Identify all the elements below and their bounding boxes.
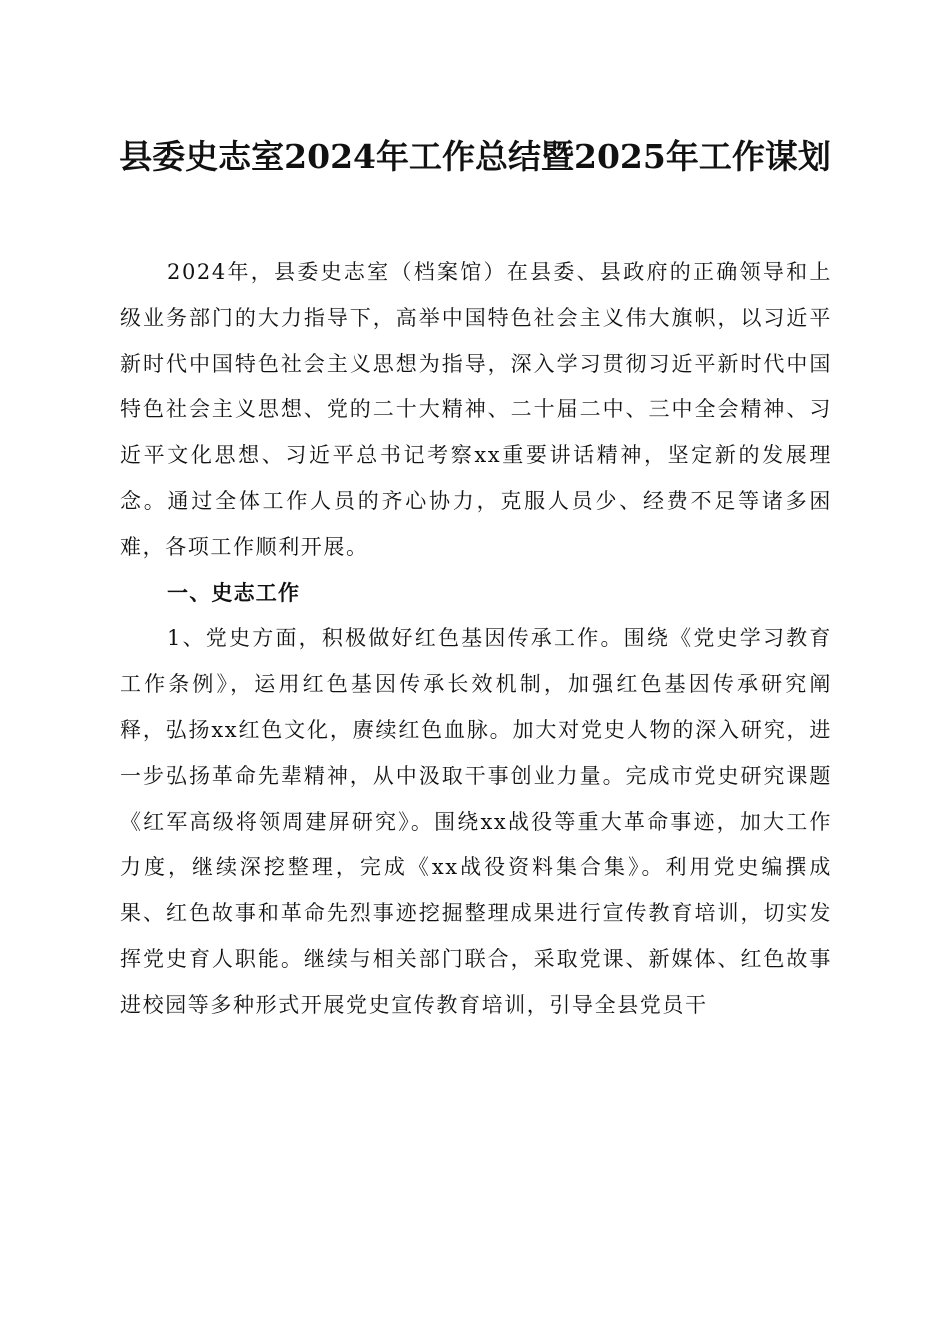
intro-paragraph: 2024年，县委史志室（档案馆）在县委、县政府的正确领导和上级业务部门的大力指导下，高举中国特色社会主义伟大旗帜，以习近平新时代中国特色社会主义思想为指导，深入学习贯彻习近平新时代中国特色社会主义思想、党的二十大精神、二十届二中、三中全会精神、习近平文化思想、习近平总书记考察xx重要讲话精神，坚定新的发展理念。通过全体工作人员的齐心协力，克服人员少、经费不足等诸多困难，各项工作顺利开展。: [120, 260, 832, 559]
party-history-paragraph: 1、党史方面，积极做好红色基因传承工作。围绕《党史学习教育工作条例》，运用红色基因传承长效机制，加强红色基因传承研究阐释，弘扬xx红色文化，赓续红色血脉。加大对党史人物的深入研究，进一步弘扬革命先辈精神，从中汲取干事创业力量。完成市党史研究课题《红军高级将领周建屏研究》。围绕xx战役等重大革命事迹，加大工作力度，继续深挖整理，完成《xx战役资料集合集》。利用党史编撰成果、红色故事和革命先烈事迹挖掘整理成果进行宣传教育培训，切实发挥党史育人职能。继续与相关部门联合，采取党课、新媒体、红色故事进校园等多种形式开展党史宣传教育培训，引导全县党员干: [120, 626, 832, 1017]
section-heading-history-work: 一、史志工作: [167, 580, 301, 605]
document-body: [120, 250, 832, 1029]
document-title: 县委史志室2024年工作总结暨2025年工作谋划: [119, 137, 831, 176]
